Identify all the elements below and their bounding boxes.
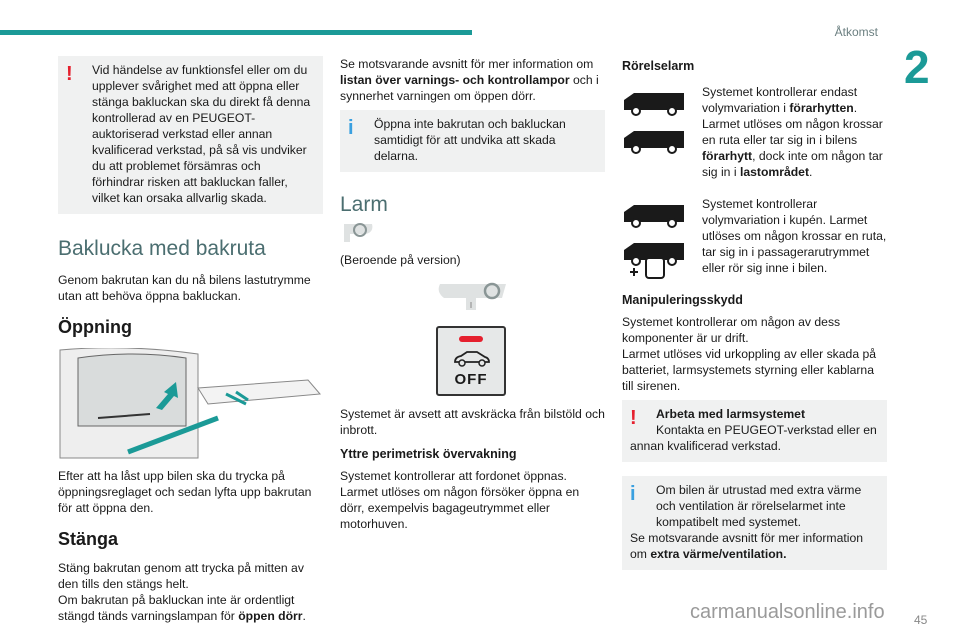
column-right (622, 56, 887, 570)
bold-text: listan över varnings- och kontrollampor (340, 73, 570, 87)
text: . Larmet utlöses om någon krossar en ruta eller tar sig in i bilens (702, 101, 883, 147)
bold-text: öppen dörr (238, 609, 303, 623)
bold-text: lastområdet (739, 165, 810, 179)
watermark: carmanualsonline.info (690, 601, 885, 623)
paragraph: Systemet kontrollerar volymvariation i kupén. Larmet utlöses om någon krossar en ruta, tar sig in i passagerarutrymmet eller rör sig inne i bilen. (702, 197, 887, 275)
minibus-icon (622, 202, 686, 228)
motion-row-cabin (622, 196, 887, 282)
page-number: 45 (914, 613, 928, 627)
text: Se motsvarande avsnitt för mer information om (340, 57, 594, 71)
text: och i synnerhet varningen om öppen dörr. (340, 73, 599, 103)
version-note: (Beroende på version) (340, 253, 461, 267)
tailgate-illustration (58, 348, 323, 460)
chapter-number: 2 (904, 41, 930, 93)
info-text: Om bilen är utrustad med extra värme och ventilation är rörelselarmet inte kompatibelt med systemet. (656, 483, 862, 529)
warning-box (58, 56, 323, 214)
bold-text: förarhytten (789, 101, 854, 115)
paragraph: Genom bakrutan kan du nå bilens lastutrymme utan att behöva öppna bakluckan. (58, 273, 311, 303)
paragraph: Efter att ha låst upp bilen ska du trycka på öppningsreglaget och sedan lyfta upp bakrutan för att öppna den. (58, 469, 312, 515)
section-title: Åtkomst (834, 25, 878, 39)
column-middle (340, 56, 605, 538)
dashboard-illustration (436, 280, 512, 320)
text: . (302, 609, 306, 623)
paragraph: Stäng bakrutan genom att trycka på mitten av den tills den stängs helt. (58, 561, 304, 591)
info-box (622, 476, 887, 570)
column-left (58, 56, 323, 630)
paragraph: Systemet kontrollerar att fordonet öppnas. Larmet utlöses om någon försöker öppna en dörr, exempelvis bagageutrymmet eller motorhuven. (340, 469, 580, 531)
paragraph: Systemet är avsett att avskräcka från bilstöld och inbrott. (340, 407, 605, 437)
van-icons (622, 196, 690, 282)
warning-icon: ! (66, 63, 73, 85)
van-icon (622, 90, 686, 116)
heading-alarm: Larm (340, 193, 388, 216)
paragraph: Larmet utlöses vid urkoppling av eller skada på batteriet, larmsystemets styrning eller kablarna till sirenen. (622, 347, 877, 393)
text: Se motsvarande avsnitt för mer information om (630, 531, 864, 561)
van-icons (622, 84, 690, 186)
bold-text: förarhytt (702, 149, 753, 163)
steering-wheel-icon (340, 222, 376, 244)
heading-open: Öppning (58, 317, 132, 337)
heading-motion: Rörelselarm (622, 59, 695, 73)
alarm-off-button (436, 326, 506, 396)
info-text (630, 530, 879, 562)
intrusion-icon (622, 240, 686, 280)
heading-window: Baklucka med bakruta (58, 237, 266, 260)
paragraph: Systemet kontrollerar om någon av dess komponenter är ur drift. (622, 315, 841, 345)
info-icon: i (348, 117, 354, 139)
bold-text: extra värme/ventilation. (650, 547, 787, 561)
car-alarm-icon (451, 348, 491, 368)
off-label: OFF (454, 371, 488, 388)
info-icon: i (630, 483, 636, 505)
warning-text: Vid händelse av funktionsfel eller om du upplever svårighet med att öppna eller stänga bakluckan ska du direkt få denna kontrollerad av en PEUGEOT-auktoriserad verkstad eller annan kvalificerad verkstad, på så vis undviker du att problemet försämras och förhindrar risken att bakluckan faller, vilket kan orsaka allvarlig skada. (92, 63, 311, 205)
heading-perimeter: Yttre perimetrisk övervakning (340, 447, 517, 461)
paragraph (58, 592, 323, 624)
info-box (340, 110, 605, 172)
motion-row-cab (622, 84, 887, 186)
paragraph (702, 84, 887, 180)
paragraph (340, 56, 605, 104)
warning-box (622, 400, 887, 462)
warning-text: Kontakta en PEUGEOT-verkstad eller en annan kvalificerad verkstad. (630, 423, 877, 453)
warning-title: Arbeta med larmsystemet (656, 407, 806, 421)
warning-icon: ! (630, 407, 637, 429)
text: , dock inte om någon tar sig in i (702, 149, 883, 179)
heading-tamper: Manipuleringsskydd (622, 293, 743, 307)
heading-close: Stänga (58, 529, 119, 549)
red-indicator (459, 336, 483, 342)
van-icon (622, 128, 686, 154)
text: Systemet kontrollerar endast volymvariation i (702, 85, 858, 115)
info-text: Öppna inte bakrutan och bakluckan samtidigt för att undvika att skada delarna. (374, 117, 566, 163)
header-accent-bar (0, 30, 472, 35)
text: . (809, 165, 813, 179)
text: Om bakrutan på bakluckan inte är ordentligt stängd tänds varningslampan för (58, 593, 295, 623)
